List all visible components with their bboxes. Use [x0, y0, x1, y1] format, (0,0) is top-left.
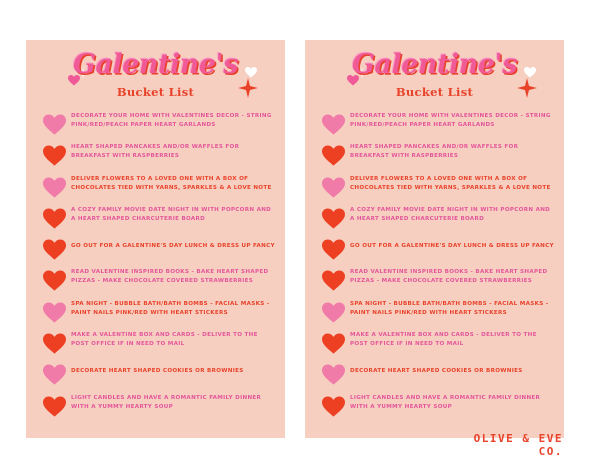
pink-heart-icon [322, 114, 345, 136]
red-heart-icon [322, 208, 345, 230]
list-item-text: MAKE A VALENTINE BOX AND CARDS - DELIVER TO THE POST OFFICE IF IN NEED TO MAIL [350, 332, 537, 348]
pink-heart-icon [43, 114, 66, 136]
brand-label: OLIVE & EVE CO. [473, 432, 563, 458]
list-item [322, 235, 557, 266]
list-item-text: LIGHT CANDLES AND HAVE A ROMANTIC FAMILY DINNER WITH A YUMMY HEARTY SOUP [350, 394, 541, 410]
page-subtitle: Bucket List [116, 85, 195, 99]
list-item-text: DECORATE HEART SHAPED COOKIES OR BROWNIES [71, 368, 244, 375]
list-item [43, 360, 278, 391]
list-item [43, 392, 278, 423]
list-item-text: DECORATE YOUR HOME WITH VALENTINES DECOR - STRING PINK/RED/PEACH PAPER HEART GARLANDS [71, 113, 272, 128]
list-item [322, 110, 557, 141]
red-heart-icon [322, 239, 345, 261]
pink-heart-icon [43, 302, 66, 324]
list-item [43, 298, 278, 329]
list-item-text: HEART SHAPED PANCAKES AND/OR WAFFLES FOR BREAKFAST WITH RASPBERRIES [350, 144, 519, 160]
title-block [26, 47, 285, 111]
list-item [43, 329, 278, 360]
list-item [43, 266, 278, 297]
pink-heart-icon [322, 364, 345, 386]
list-item-text: LIGHT CANDLES AND HAVE A ROMANTIC FAMILY DINNER WITH A YUMMY HEARTY SOUP [71, 394, 262, 410]
list-item-text: SPA NIGHT - BUBBLE BATH/BATH BOMBS - FACIAL MASKS - PAINT NAILS PINK/RED WITH HEART STICKERS [350, 300, 549, 316]
list-item [322, 141, 557, 172]
list-item [43, 173, 278, 204]
list-item-text: DELIVER FLOWERS TO A LOVED ONE WITH A BOX OF CHOCOLATES TIED WITH YARNS, SPARKLES & A LOVE NOTE [350, 175, 551, 191]
list-item-text: MAKE A VALENTINE BOX AND CARDS - DELIVER TO THE POST OFFICE IF IN NEED TO MAIL [71, 332, 258, 348]
list-item [322, 360, 557, 391]
bucket-list-card-right [305, 40, 564, 438]
list-item [322, 298, 557, 329]
list-item-text: GO OUT FOR A GALENTINE'S DAY LUNCH & DRESS UP FANCY [350, 243, 554, 250]
list-item-text: A COZY FAMILY MOVIE DATE NIGHT IN WITH POPCORN AND A HEART SHAPED CHARCUTERIE BOARD [71, 206, 272, 222]
list-item-text: READ VALENTINE INSPIRED BOOKS - BAKE HEART SHAPED PIZZAS - MAKE CHOCOLATE COVERED STRAWBERRIES [350, 269, 548, 285]
red-heart-icon [43, 333, 66, 355]
list-item [322, 392, 557, 423]
red-heart-icon [43, 145, 66, 167]
red-heart-icon [322, 145, 345, 167]
page-subtitle: Bucket List [395, 85, 474, 99]
list-item [322, 329, 557, 360]
pink-heart-icon [43, 177, 66, 199]
red-heart-icon [322, 270, 345, 292]
pink-heart-icon [322, 302, 345, 324]
list-item [43, 235, 278, 266]
page-title: Galentine's [72, 49, 239, 80]
list-item [322, 204, 557, 235]
list-item-text: HEART SHAPED PANCAKES AND/OR WAFFLES FOR BREAKFAST WITH RASPBERRIES [71, 144, 240, 160]
bucket-list [43, 110, 278, 423]
red-heart-icon [43, 270, 66, 292]
list-item-text: SPA NIGHT - BUBBLE BATH/BATH BOMBS - FACIAL MASKS - PAINT NAILS PINK/RED WITH HEART STICKERS [71, 300, 270, 316]
list-item-text: A COZY FAMILY MOVIE DATE NIGHT IN WITH POPCORN AND A HEART SHAPED CHARCUTERIE BOARD [350, 206, 551, 222]
list-item [322, 173, 557, 204]
red-heart-icon [43, 208, 66, 230]
pink-heart-icon [322, 177, 345, 199]
list-item [43, 141, 278, 172]
red-heart-icon [43, 239, 66, 261]
list-item-text: DELIVER FLOWERS TO A LOVED ONE WITH A BOX OF CHOCOLATES TIED WITH YARNS, SPARKLES & A LOVE NOTE [71, 175, 272, 191]
list-item-text: READ VALENTINE INSPIRED BOOKS - BAKE HEART SHAPED PIZZAS - MAKE CHOCOLATE COVERED STRAWBERRIES [71, 269, 269, 285]
bucket-list [322, 110, 557, 423]
list-item-text: DECORATE YOUR HOME WITH VALENTINES DECOR - STRING PINK/RED/PEACH PAPER HEART GARLANDS [350, 113, 551, 128]
list-item-text: GO OUT FOR A GALENTINE'S DAY LUNCH & DRESS UP FANCY [71, 243, 275, 250]
bucket-list-card-left [26, 40, 285, 438]
red-heart-icon [322, 333, 345, 355]
list-item [43, 110, 278, 141]
page-title: Galentine's [351, 49, 518, 80]
red-heart-icon [322, 396, 345, 418]
pink-heart-icon [43, 364, 66, 386]
list-item [43, 204, 278, 235]
title-block [305, 47, 564, 111]
red-heart-icon [43, 396, 66, 418]
list-item-text: DECORATE HEART SHAPED COOKIES OR BROWNIES [350, 368, 523, 375]
list-item [322, 266, 557, 297]
